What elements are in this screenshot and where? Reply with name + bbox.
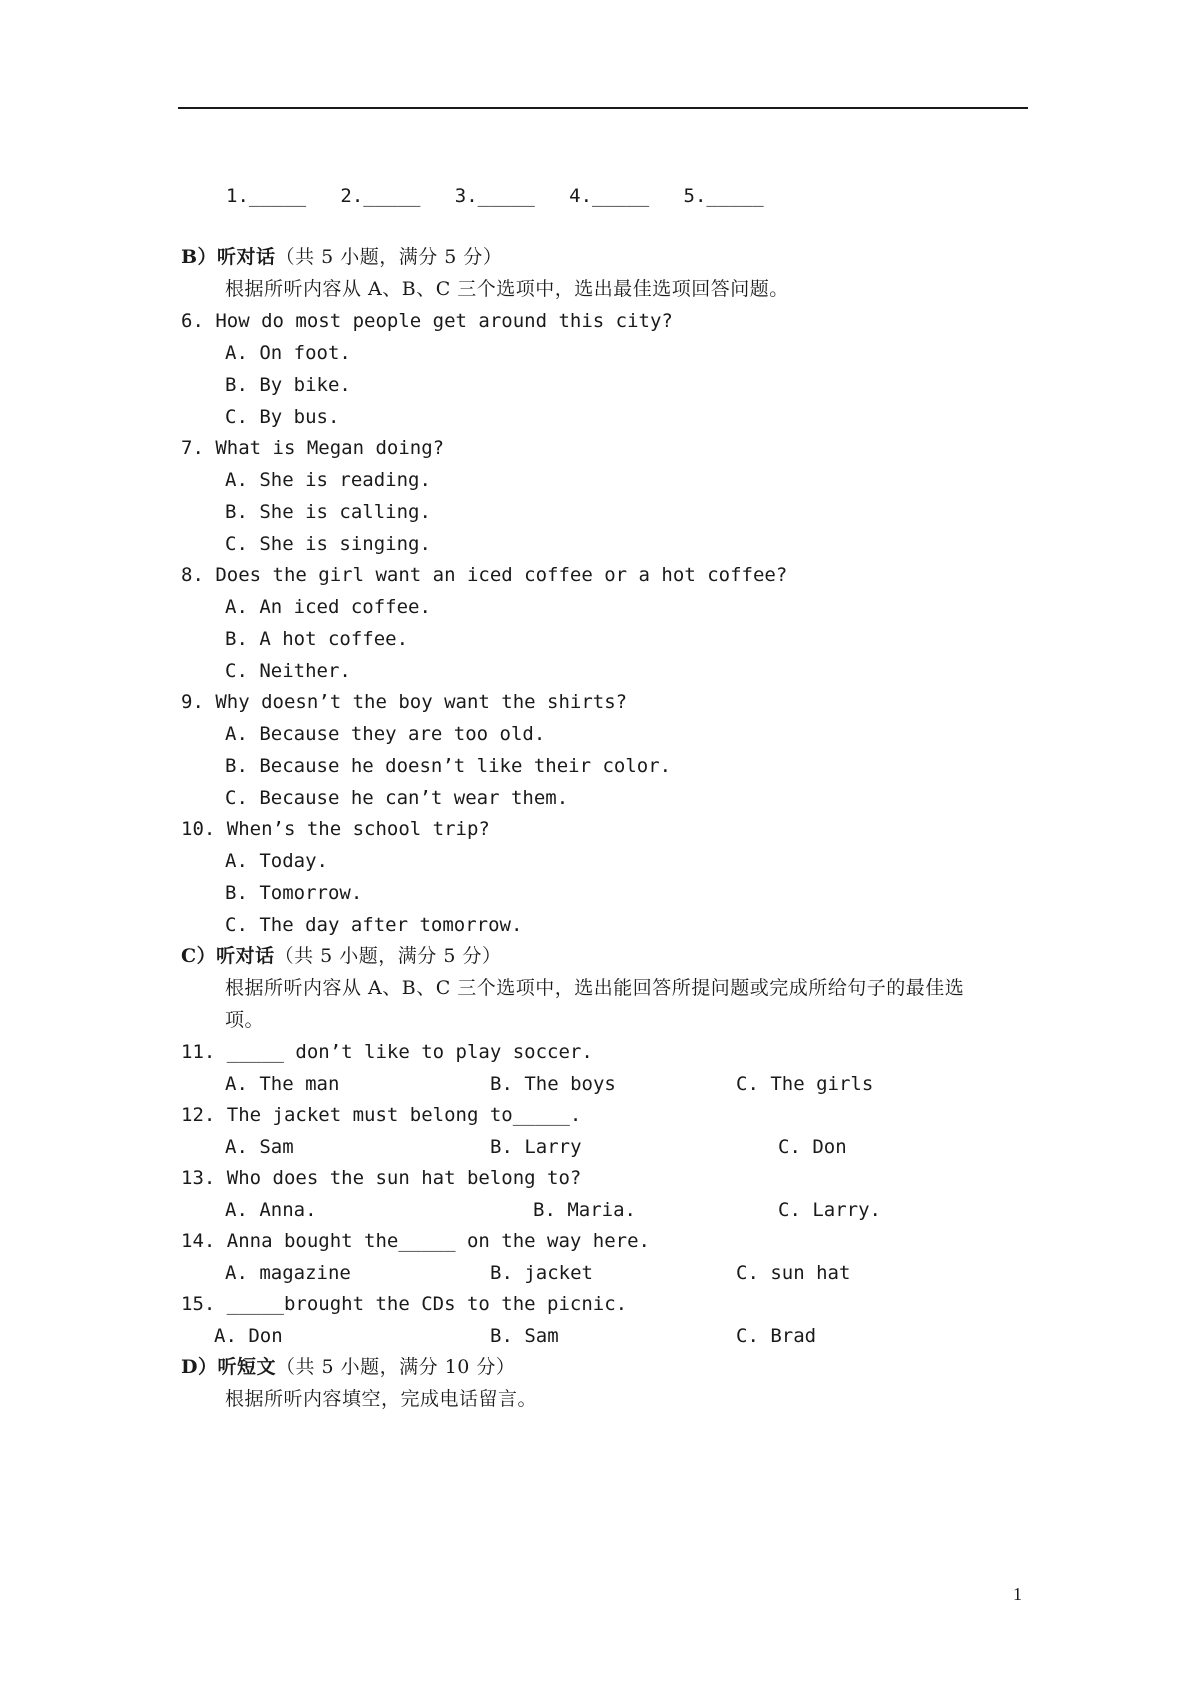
- question-11: 11. _____ don’t like to play soccer.: [181, 1041, 593, 1063]
- question-15-option-a: A. Don: [214, 1325, 283, 1347]
- question-11-option-c: C. The girls: [736, 1073, 874, 1095]
- question-10-option-a: A. Today.: [225, 850, 328, 872]
- question-13: 13. Who does the sun hat belong to?: [181, 1167, 582, 1189]
- section-b-meta: （共 5 小题，满分 5 分）: [275, 246, 503, 268]
- section-c-heading: [181, 944, 501, 968]
- question-8-option-c: C. Neither.: [225, 660, 351, 682]
- section-b-instruction: 根据所听内容从 A、B、C 三个选项中，选出最佳选项回答问题。: [225, 278, 789, 300]
- section-b-heading: [181, 245, 502, 269]
- section-c-label: C）听对话: [181, 945, 275, 967]
- question-15-option-c: C. Brad: [736, 1325, 817, 1347]
- question-11-option-a: A. The man: [225, 1073, 340, 1095]
- header-rule: [178, 107, 1028, 109]
- question-13-option-b: B. Maria.: [533, 1199, 636, 1221]
- section-b-label: B）听对话: [181, 246, 276, 268]
- question-14-option-c: C. sun hat: [736, 1262, 851, 1284]
- question-9: 9. Why doesn’t the boy want the shirts?: [181, 691, 628, 713]
- question-10-option-c: C. The day after tomorrow.: [225, 914, 523, 936]
- question-8-option-b: B. A hot coffee.: [225, 628, 409, 650]
- question-9-option-b: B. Because he doesn’t like their color.: [225, 755, 672, 777]
- section-c-instruction-line-1: 根据所听内容从 A、B、C 三个选项中，选出能回答所提问题或完成所给句子的最佳选: [225, 977, 965, 999]
- question-8: 8. Does the girl want an iced coffee or a hot coffee?: [181, 564, 788, 586]
- question-15: 15. _____brought the CDs to the picnic.: [181, 1293, 628, 1315]
- section-d-instruction: 根据所听内容填空，完成电话留言。: [225, 1388, 538, 1410]
- question-6: 6. How do most people get around this city?: [181, 310, 673, 332]
- question-8-option-a: A. An iced coffee.: [225, 596, 431, 618]
- question-15-option-b: B. Sam: [490, 1325, 559, 1347]
- question-12: 12. The jacket must belong to_____.: [181, 1104, 582, 1126]
- question-6-option-c: C. By bus.: [225, 406, 340, 428]
- question-6-option-b: B. By bike.: [225, 374, 351, 396]
- section-d-label: D）听短文: [181, 1356, 276, 1378]
- page-number: 1: [1013, 1584, 1022, 1604]
- question-13-option-a: A. Anna.: [225, 1199, 317, 1221]
- question-12-option-b: B. Larry: [490, 1136, 582, 1158]
- section-c-instruction-line-2: 项。: [225, 1009, 265, 1031]
- section-d-heading: [181, 1355, 515, 1379]
- question-12-option-a: A. Sam: [225, 1136, 294, 1158]
- answer-blanks: 1._____ 2._____ 3._____ 4._____ 5._____: [226, 185, 764, 207]
- section-d-meta: （共 5 小题，满分 10 分）: [275, 1356, 516, 1378]
- question-7-option-c: C. She is singing.: [225, 533, 431, 555]
- question-10: 10. When’s the school trip?: [181, 818, 490, 840]
- question-7: 7. What is Megan doing?: [181, 437, 445, 459]
- section-c-meta: （共 5 小题，满分 5 分）: [274, 945, 502, 967]
- question-10-option-b: B. Tomorrow.: [225, 882, 363, 904]
- question-12-option-c: C. Don: [778, 1136, 847, 1158]
- question-9-option-a: A. Because they are too old.: [225, 723, 546, 745]
- question-11-option-b: B. The boys: [490, 1073, 616, 1095]
- question-6-option-a: A. On foot.: [225, 342, 351, 364]
- question-9-option-c: C. Because he can’t wear them.: [225, 787, 569, 809]
- question-14-option-a: A. magazine: [225, 1262, 351, 1284]
- question-14: 14. Anna bought the_____ on the way here.: [181, 1230, 650, 1252]
- question-13-option-c: C. Larry.: [778, 1199, 881, 1221]
- question-7-option-b: B. She is calling.: [225, 501, 431, 523]
- question-14-option-b: B. jacket: [490, 1262, 593, 1284]
- question-7-option-a: A. She is reading.: [225, 469, 431, 491]
